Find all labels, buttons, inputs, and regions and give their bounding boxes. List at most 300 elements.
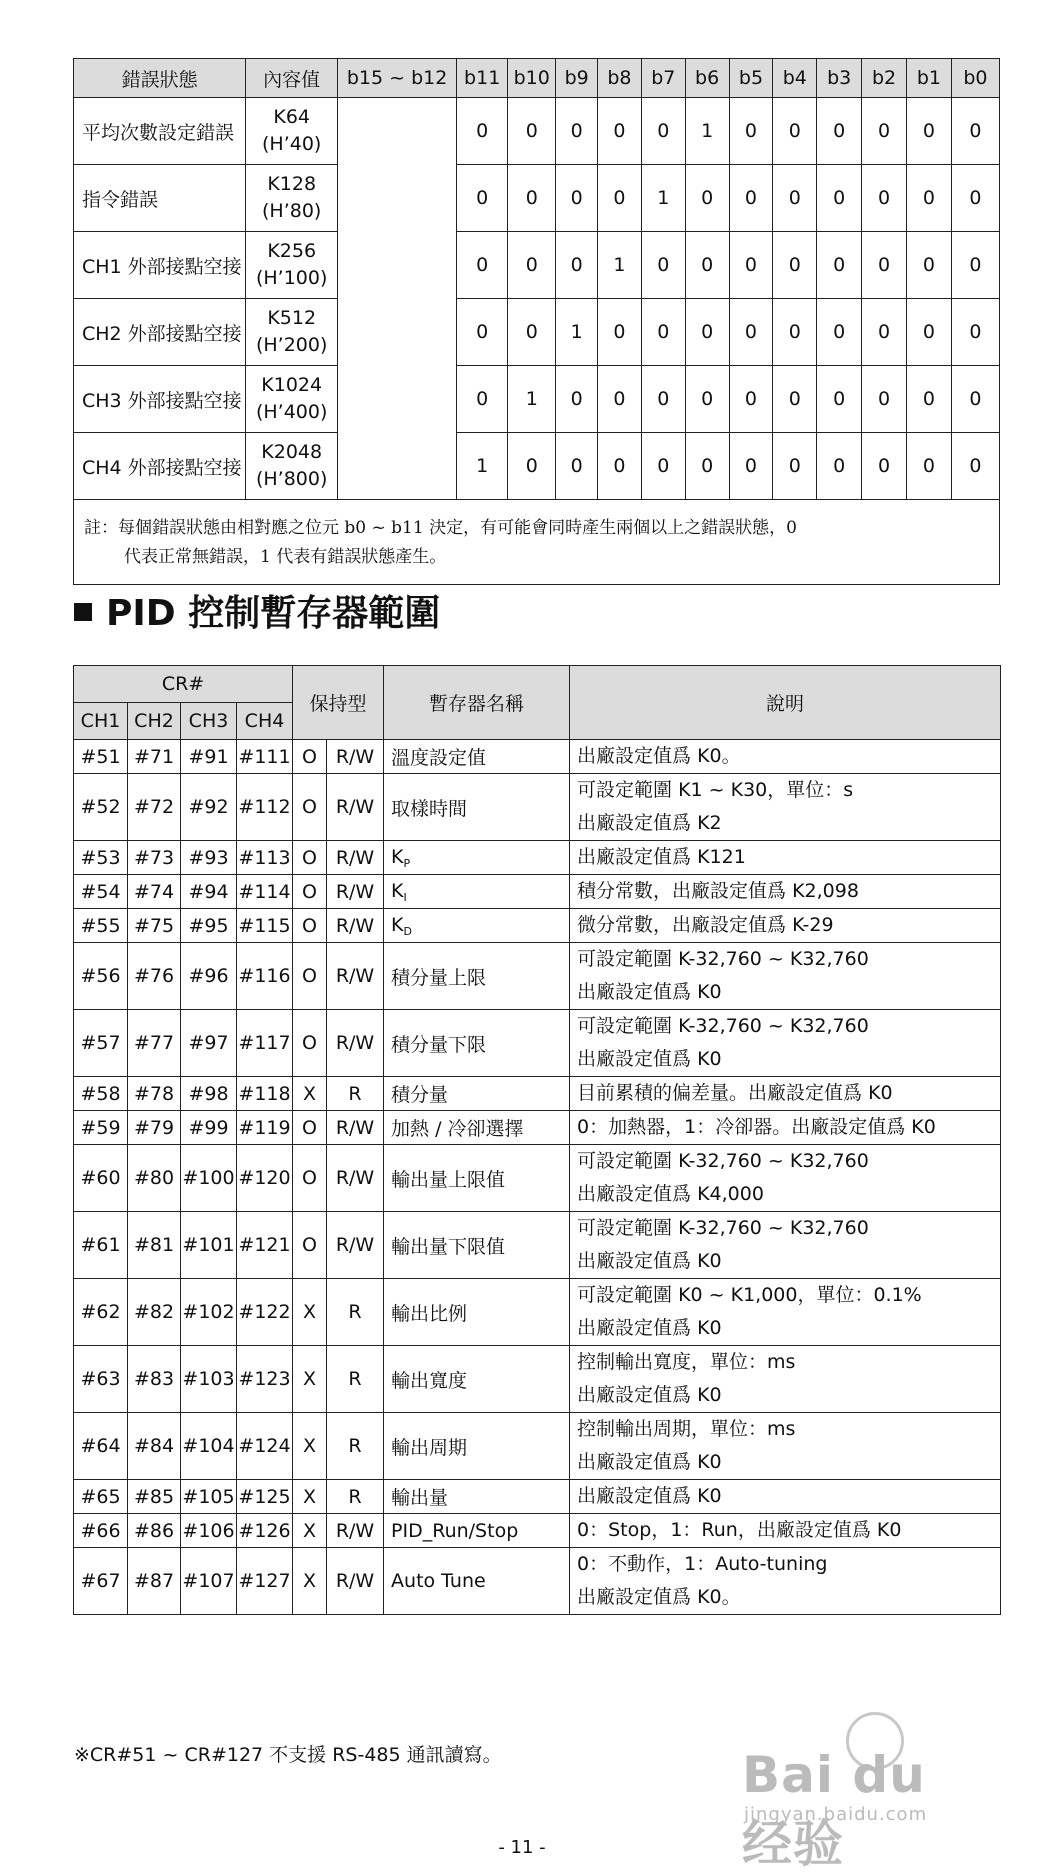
cr-ch1: #58: [74, 1077, 128, 1111]
register-name: [384, 774, 570, 841]
error-row: [74, 366, 1000, 433]
access-attr: R/W: [327, 841, 384, 875]
baidu-jingyan-watermark: [742, 1712, 974, 1873]
footnote: ※CR#51 ~ CR#127 不支援 RS-485 通訊讀寫。: [74, 1744, 502, 1766]
access-attr: R/W: [327, 875, 384, 909]
cr-ch2: #74: [128, 875, 181, 909]
cr-ch3: #105: [181, 1480, 237, 1514]
cr-ch1: #55: [74, 909, 128, 943]
header-content-value: 內容值: [246, 59, 338, 98]
header-ch4: CH4: [237, 703, 293, 740]
register-name: [384, 1212, 570, 1279]
register-row: [74, 1346, 1001, 1413]
error-note-line-1: 註：每個錯誤狀態由相對應之位元 b0 ~ b11 決定，有可能會同時產生兩個以上之錯誤狀態，0: [84, 518, 797, 538]
cr-ch4: #126: [237, 1514, 293, 1548]
register-name: [384, 1480, 570, 1514]
access-attr: R/W: [327, 1010, 384, 1077]
bit-cell: 0: [729, 433, 773, 500]
cr-ch1: #63: [74, 1346, 128, 1413]
bit-cell: 0: [862, 165, 907, 232]
bit-cell: 0: [773, 366, 817, 433]
register-row: [74, 740, 1001, 774]
description-line: 積分常數，出廠設定值爲 K2,098: [577, 880, 859, 902]
error-row: [74, 433, 1000, 500]
cr-ch4: #111: [237, 740, 293, 774]
bit-cell: 0: [951, 165, 999, 232]
description-line: 0：加熱器，1：冷卻器。出廠設定值爲 K0: [577, 1116, 936, 1138]
description-line: 出廠設定值爲 K0: [577, 1451, 722, 1473]
bit-cell: 0: [685, 165, 729, 232]
register-name: [384, 875, 570, 909]
register-description: [570, 1413, 1001, 1480]
register-description: [570, 1111, 1001, 1145]
cr-ch3: #102: [181, 1279, 237, 1346]
description-line: 微分常數，出廠設定值爲 K-29: [577, 914, 834, 936]
header-latched: 保持型: [293, 666, 384, 740]
error-row: [74, 98, 1000, 165]
bit-cell: 0: [773, 232, 817, 299]
register-row: [74, 1212, 1001, 1279]
header-ch3: CH3: [181, 703, 237, 740]
register-name: [384, 1010, 570, 1077]
bit-cell: 0: [598, 366, 642, 433]
register-description: [570, 1077, 1001, 1111]
register-description: [570, 841, 1001, 875]
page-number: - 11 -: [498, 1837, 546, 1858]
register-name: [384, 1279, 570, 1346]
register-name-text: 輸出周期: [391, 1436, 468, 1459]
error-value-h: (H’80): [262, 200, 322, 222]
bit-cell: 0: [641, 433, 685, 500]
register-description: [570, 875, 1001, 909]
cr-ch4: #115: [237, 909, 293, 943]
register-description: [570, 1346, 1001, 1413]
header-b10: b10: [508, 59, 556, 98]
cr-ch2: #73: [128, 841, 181, 875]
cr-ch2: #83: [128, 1346, 181, 1413]
cr-ch3: #104: [181, 1413, 237, 1480]
register-row: [74, 1145, 1001, 1212]
register-name-text: Auto Tune: [391, 1570, 486, 1592]
bit-cell: 0: [951, 299, 999, 366]
register-name-text: 輸出量: [391, 1487, 449, 1509]
bit-cell: 0: [817, 232, 862, 299]
error-value-k: K512: [267, 307, 317, 329]
error-value-k: K2048: [261, 441, 323, 463]
bit-cell: 0: [508, 165, 556, 232]
register-name-text: 輸出量下限值: [391, 1235, 506, 1258]
cr-ch3: #99: [181, 1111, 237, 1145]
bit-cell: 0: [641, 299, 685, 366]
error-row: [74, 299, 1000, 366]
cr-ch1: #66: [74, 1514, 128, 1548]
error-name: CH3 外部接點空接: [74, 366, 246, 433]
bit-cell: 0: [685, 232, 729, 299]
header-b9: b9: [556, 59, 598, 98]
latched-flag: O: [293, 909, 327, 943]
error-note-line-2: 代表正常無錯誤，1 代表有錯誤狀態產生。: [124, 547, 447, 567]
access-attr: R/W: [327, 774, 384, 841]
bit-cell: 0: [773, 98, 817, 165]
latched-flag: O: [293, 1145, 327, 1212]
bit-cell: 0: [907, 165, 952, 232]
access-attr: R: [327, 1279, 384, 1346]
register-name: [384, 740, 570, 774]
cr-ch4: #121: [237, 1212, 293, 1279]
bit-cell: 1: [508, 366, 556, 433]
bit-cell: 0: [641, 232, 685, 299]
cr-ch1: #60: [74, 1145, 128, 1212]
cr-ch4: #118: [237, 1077, 293, 1111]
cr-ch4: #127: [237, 1548, 293, 1615]
header-b11: b11: [457, 59, 508, 98]
bit-cell: 0: [556, 366, 598, 433]
bit-cell: 0: [729, 165, 773, 232]
latched-flag: O: [293, 774, 327, 841]
cr-ch2: #85: [128, 1480, 181, 1514]
cr-ch4: #117: [237, 1010, 293, 1077]
register-row: [74, 1077, 1001, 1111]
access-attr: R/W: [327, 1212, 384, 1279]
description-line: 出廠設定值爲 K0: [577, 1384, 722, 1406]
register-description: [570, 943, 1001, 1010]
latched-flag: X: [293, 1413, 327, 1480]
register-name-subscript: D: [403, 924, 412, 938]
error-value-k: K256: [267, 240, 317, 262]
description-line: 可設定範圍 K-32,760 ~ K32,760: [577, 948, 869, 970]
error-name: 平均次數設定錯誤: [74, 98, 246, 165]
cr-ch4: #123: [237, 1346, 293, 1413]
register-name-text: K: [391, 879, 404, 902]
header-b2: b2: [862, 59, 907, 98]
register-description: [570, 1212, 1001, 1279]
error-value-h: (H’400): [255, 401, 328, 423]
cr-ch4: #122: [237, 1279, 293, 1346]
bit-cell: 0: [508, 433, 556, 500]
bit-cell: 0: [907, 299, 952, 366]
bit-cell: 0: [457, 165, 508, 232]
square-bullet-icon: [74, 603, 92, 621]
latched-flag: X: [293, 1346, 327, 1413]
description-line: 0：不動作，1：Auto-tuning: [577, 1553, 828, 1575]
access-attr: R/W: [327, 740, 384, 774]
error-name: CH4 外部接點空接: [74, 433, 246, 500]
cr-ch1: #52: [74, 774, 128, 841]
bit-cell: 0: [862, 98, 907, 165]
bit-cell: 1: [641, 165, 685, 232]
description-line: 出廠設定值爲 K0。: [577, 745, 741, 767]
error-value: [246, 366, 338, 433]
error-value-h: (H’200): [255, 334, 328, 356]
error-value: [246, 98, 338, 165]
register-name: [384, 1548, 570, 1615]
pid-header-row-1: [74, 666, 1001, 703]
bit-cell: 0: [508, 232, 556, 299]
register-name: [384, 1346, 570, 1413]
description-line: 可設定範圍 K0 ~ K1,000，單位：0.1%: [577, 1284, 922, 1306]
bit-cell: 1: [457, 433, 508, 500]
register-description: [570, 909, 1001, 943]
description-line: 可設定範圍 K-32,760 ~ K32,760: [577, 1015, 869, 1037]
bit-cell: 0: [862, 299, 907, 366]
bit-cell: 0: [951, 433, 999, 500]
register-row: [74, 1548, 1001, 1615]
bit-cell: 0: [457, 98, 508, 165]
access-attr: R: [327, 1413, 384, 1480]
section-title: [74, 592, 440, 636]
bit-cell: 0: [598, 299, 642, 366]
header-ch1: CH1: [74, 703, 128, 740]
access-attr: R: [327, 1077, 384, 1111]
register-row: [74, 1413, 1001, 1480]
error-value-h: (H’100): [255, 267, 328, 289]
cr-ch1: #51: [74, 740, 128, 774]
bit-cell: 0: [907, 232, 952, 299]
cr-ch3: #94: [181, 875, 237, 909]
cr-ch2: #84: [128, 1413, 181, 1480]
bit-cell: 0: [641, 366, 685, 433]
description-line: 出廠設定值爲 K4,000: [577, 1183, 764, 1205]
cr-ch3: #95: [181, 909, 237, 943]
latched-flag: O: [293, 740, 327, 774]
description-line: 可設定範圍 K-32,760 ~ K32,760: [577, 1150, 869, 1172]
register-description: [570, 1010, 1001, 1077]
register-name-subscript: I: [403, 890, 407, 904]
bit-cell: 0: [729, 232, 773, 299]
description-line: 控制輸出寬度，單位：ms: [577, 1351, 796, 1373]
header-ch2: CH2: [128, 703, 181, 740]
reserved-bits-cell: [338, 98, 457, 500]
access-attr: R/W: [327, 943, 384, 1010]
register-description: [570, 774, 1001, 841]
cr-ch1: #57: [74, 1010, 128, 1077]
latched-flag: X: [293, 1480, 327, 1514]
cr-ch1: #56: [74, 943, 128, 1010]
register-name-text: 輸出量上限值: [391, 1168, 506, 1191]
cr-ch3: #97: [181, 1010, 237, 1077]
bit-cell: 0: [598, 433, 642, 500]
register-description: [570, 740, 1001, 774]
register-name-text: 積分量下限: [391, 1033, 487, 1056]
cr-ch2: #79: [128, 1111, 181, 1145]
error-row: [74, 232, 1000, 299]
access-attr: R/W: [327, 1111, 384, 1145]
cr-ch2: #82: [128, 1279, 181, 1346]
bit-cell: 0: [457, 232, 508, 299]
description-line: 出廠設定值爲 K0: [577, 1317, 722, 1339]
header-description: 說明: [570, 666, 1001, 740]
cr-ch2: #75: [128, 909, 181, 943]
bit-cell: 0: [951, 366, 999, 433]
error-note: [74, 500, 1000, 585]
bit-cell: 0: [773, 165, 817, 232]
cr-ch4: #119: [237, 1111, 293, 1145]
bit-cell: 0: [862, 232, 907, 299]
bit-cell: 0: [862, 366, 907, 433]
register-row: [74, 909, 1001, 943]
latched-flag: O: [293, 1111, 327, 1145]
register-name: [384, 943, 570, 1010]
bit-cell: 0: [773, 433, 817, 500]
bit-cell: 0: [457, 299, 508, 366]
cr-ch4: #113: [237, 841, 293, 875]
description-line: 出廠設定值爲 K121: [577, 846, 746, 868]
bit-cell: 0: [457, 366, 508, 433]
latched-flag: X: [293, 1279, 327, 1346]
cr-ch3: #107: [181, 1548, 237, 1615]
header-b8: b8: [598, 59, 642, 98]
register-name-text: 積分量: [391, 1084, 449, 1106]
bit-cell: 0: [598, 165, 642, 232]
cr-ch3: #100: [181, 1145, 237, 1212]
error-status-table: [73, 58, 1000, 585]
header-b4: b4: [773, 59, 817, 98]
latched-flag: X: [293, 1514, 327, 1548]
error-value: [246, 433, 338, 500]
cr-ch1: #61: [74, 1212, 128, 1279]
description-line: 可設定範圍 K-32,760 ~ K32,760: [577, 1217, 869, 1239]
error-name: CH2 外部接點空接: [74, 299, 246, 366]
cr-ch3: #101: [181, 1212, 237, 1279]
bit-cell: 0: [951, 98, 999, 165]
error-value: [246, 165, 338, 232]
error-value-k: K128: [267, 173, 317, 195]
bit-cell: 1: [556, 299, 598, 366]
header-b6: b6: [685, 59, 729, 98]
register-row: [74, 943, 1001, 1010]
cr-ch4: #124: [237, 1413, 293, 1480]
register-name-subscript: P: [403, 856, 411, 870]
header-error-status: 錯誤狀態: [74, 59, 246, 98]
header-b5: b5: [729, 59, 773, 98]
cr-ch4: #116: [237, 943, 293, 1010]
cr-ch3: #91: [181, 740, 237, 774]
bit-cell: 0: [508, 299, 556, 366]
cr-ch2: #71: [128, 740, 181, 774]
register-row: [74, 1010, 1001, 1077]
bit-cell: 0: [773, 299, 817, 366]
access-attr: R: [327, 1480, 384, 1514]
error-value-h: (H’800): [255, 468, 328, 490]
error-name: CH1 外部接點空接: [74, 232, 246, 299]
bit-cell: 0: [729, 98, 773, 165]
bit-cell: 0: [556, 98, 598, 165]
description-line: 出廠設定值爲 K0: [577, 1048, 722, 1070]
cr-ch1: #65: [74, 1480, 128, 1514]
latched-flag: X: [293, 1077, 327, 1111]
register-name: [384, 1145, 570, 1212]
description-line: 控制輸出周期，單位：ms: [577, 1418, 796, 1440]
cr-ch3: #96: [181, 943, 237, 1010]
bit-cell: 1: [598, 232, 642, 299]
access-attr: R/W: [327, 909, 384, 943]
watermark-url: jingyan.baidu.com: [744, 1804, 928, 1825]
register-name-text: K: [391, 913, 404, 936]
register-row: [74, 875, 1001, 909]
register-name-text: 取樣時間: [391, 797, 468, 820]
cr-ch2: #81: [128, 1212, 181, 1279]
header-b15-b12: b15 ~ b12: [338, 59, 457, 98]
cr-ch2: #87: [128, 1548, 181, 1615]
register-description: [570, 1279, 1001, 1346]
description-line: 出廠設定值爲 K0: [577, 1485, 722, 1507]
cr-ch3: #92: [181, 774, 237, 841]
register-name: [384, 1111, 570, 1145]
cr-ch2: #78: [128, 1077, 181, 1111]
description-line: 0：Stop，1：Run，出廠設定值爲 K0: [577, 1519, 902, 1541]
register-name: [384, 1514, 570, 1548]
register-name-text: PID_Run/Stop: [391, 1519, 519, 1542]
register-name: [384, 1077, 570, 1111]
cr-ch3: #98: [181, 1077, 237, 1111]
bit-cell: 0: [641, 98, 685, 165]
bit-cell: 0: [729, 366, 773, 433]
header-b1: b1: [907, 59, 952, 98]
register-row: [74, 841, 1001, 875]
description-line: 出廠設定值爲 K0。: [577, 1586, 741, 1608]
header-b7: b7: [641, 59, 685, 98]
bit-cell: 0: [907, 98, 952, 165]
latched-flag: O: [293, 943, 327, 1010]
cr-ch3: #93: [181, 841, 237, 875]
register-row: [74, 774, 1001, 841]
bit-cell: 0: [907, 433, 952, 500]
error-name: 指令錯誤: [74, 165, 246, 232]
cr-ch3: #106: [181, 1514, 237, 1548]
register-name-text: 輸出寬度: [391, 1369, 468, 1392]
error-value-k: K1024: [261, 374, 323, 396]
bit-cell: 0: [508, 98, 556, 165]
description-line: 可設定範圍 K1 ~ K30，單位：s: [577, 779, 854, 801]
bit-cell: 0: [685, 366, 729, 433]
cr-ch2: #80: [128, 1145, 181, 1212]
register-description: [570, 1145, 1001, 1212]
register-row: [74, 1480, 1001, 1514]
register-description: [570, 1514, 1001, 1548]
register-name: [384, 1413, 570, 1480]
header-register-name: 暫存器名稱: [384, 666, 570, 740]
cr-ch1: #54: [74, 875, 128, 909]
latched-flag: O: [293, 841, 327, 875]
register-row: [74, 1111, 1001, 1145]
error-note-row: [74, 500, 1000, 585]
access-attr: R/W: [327, 1548, 384, 1615]
cr-ch3: #103: [181, 1346, 237, 1413]
pid-register-table: [73, 665, 1001, 1615]
bit-cell: 0: [598, 98, 642, 165]
cr-ch2: #76: [128, 943, 181, 1010]
error-table-header: [74, 59, 1000, 98]
latched-flag: O: [293, 1212, 327, 1279]
bit-cell: 0: [817, 299, 862, 366]
header-b3: b3: [817, 59, 862, 98]
header-cr: CR#: [74, 666, 293, 703]
cr-ch2: #86: [128, 1514, 181, 1548]
cr-ch4: #125: [237, 1480, 293, 1514]
register-name-text: 加熱 / 冷卻選擇: [391, 1118, 524, 1140]
bit-cell: 0: [862, 433, 907, 500]
cr-ch1: #53: [74, 841, 128, 875]
register-description: [570, 1548, 1001, 1615]
bit-cell: 0: [951, 232, 999, 299]
error-value-k: K64: [273, 106, 310, 128]
register-name-text: 積分量上限: [391, 966, 487, 989]
register-row: [74, 1279, 1001, 1346]
bit-cell: 1: [685, 98, 729, 165]
latched-flag: O: [293, 875, 327, 909]
bit-cell: 0: [817, 366, 862, 433]
error-value: [246, 299, 338, 366]
